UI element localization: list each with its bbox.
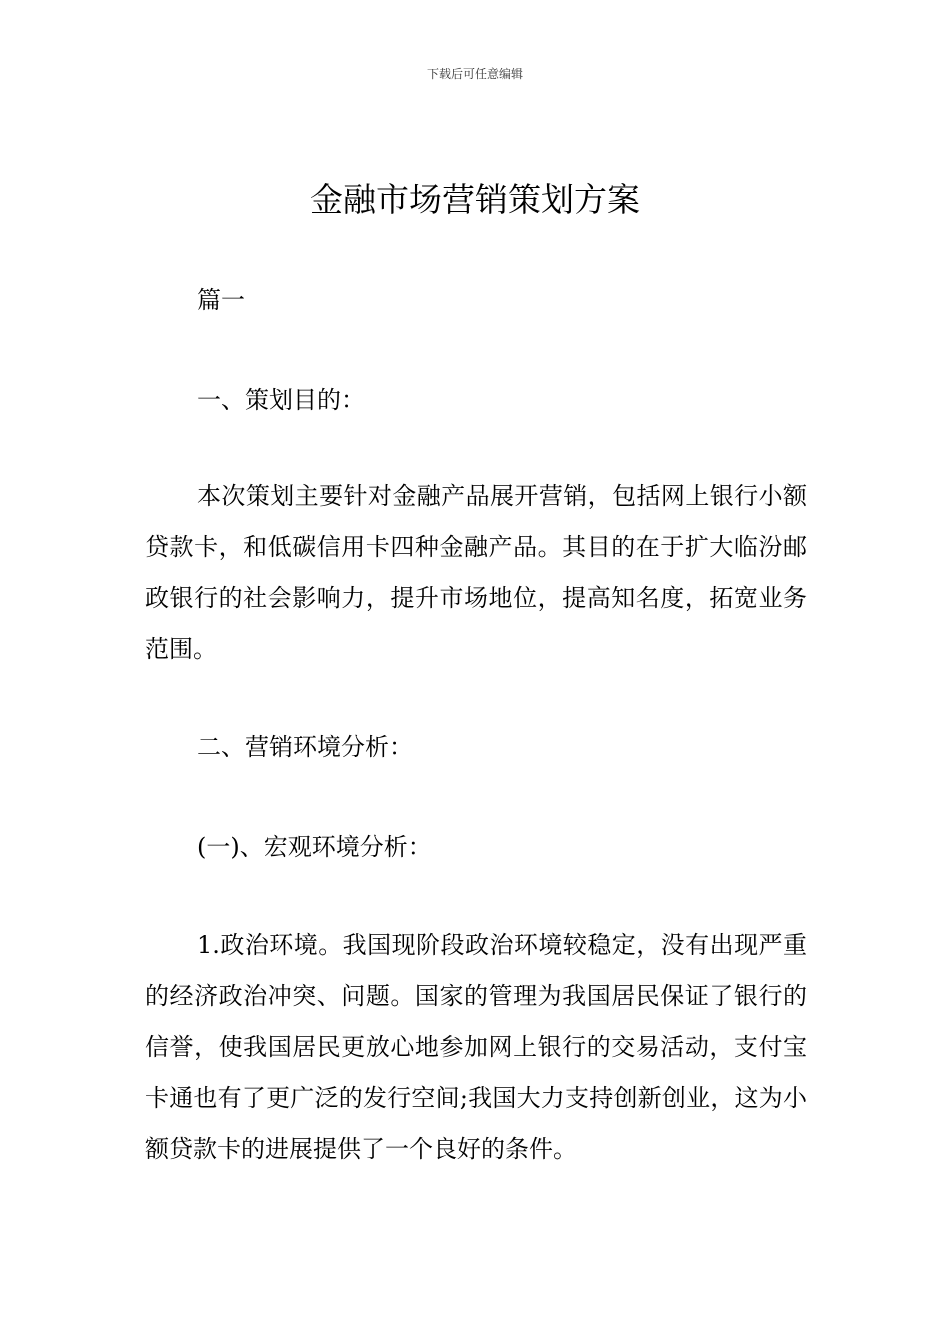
document-title: 金融市场营销策划方案 bbox=[310, 180, 640, 219]
section-heading-purpose: 一、策划目的： bbox=[197, 386, 365, 414]
header-note: 下载后可任意编辑 bbox=[426, 67, 523, 81]
subsection-heading-macro: (一)、宏观环境分析： bbox=[197, 833, 432, 861]
subsection-body-political: 1.政治环境。我国现阶段政治环境较稳定，没有出现严重的经济政治冲突、问题。国家的管理为我国居民保证了银行的信誉，使我国居民更放心地参加网上银行的交易活动，支付宝卡通也有了更广泛的发行空间;我国大力支持创新创业，这为小额贷款卡的进展提供了一个良好的条件。 bbox=[145, 931, 807, 1163]
section-heading-environment: 二、营销环境分析： bbox=[197, 733, 413, 761]
section-body-purpose: 本次策划主要针对金融产品展开营销，包括网上银行小额贷款卡，和低碳信用卡四种金融产品。其目的在于扩大临汾邮政银行的社会影响力，提升市场地位，提高知名度，拓宽业务范围。 bbox=[145, 482, 807, 663]
part-label: 篇一 bbox=[197, 286, 245, 314]
